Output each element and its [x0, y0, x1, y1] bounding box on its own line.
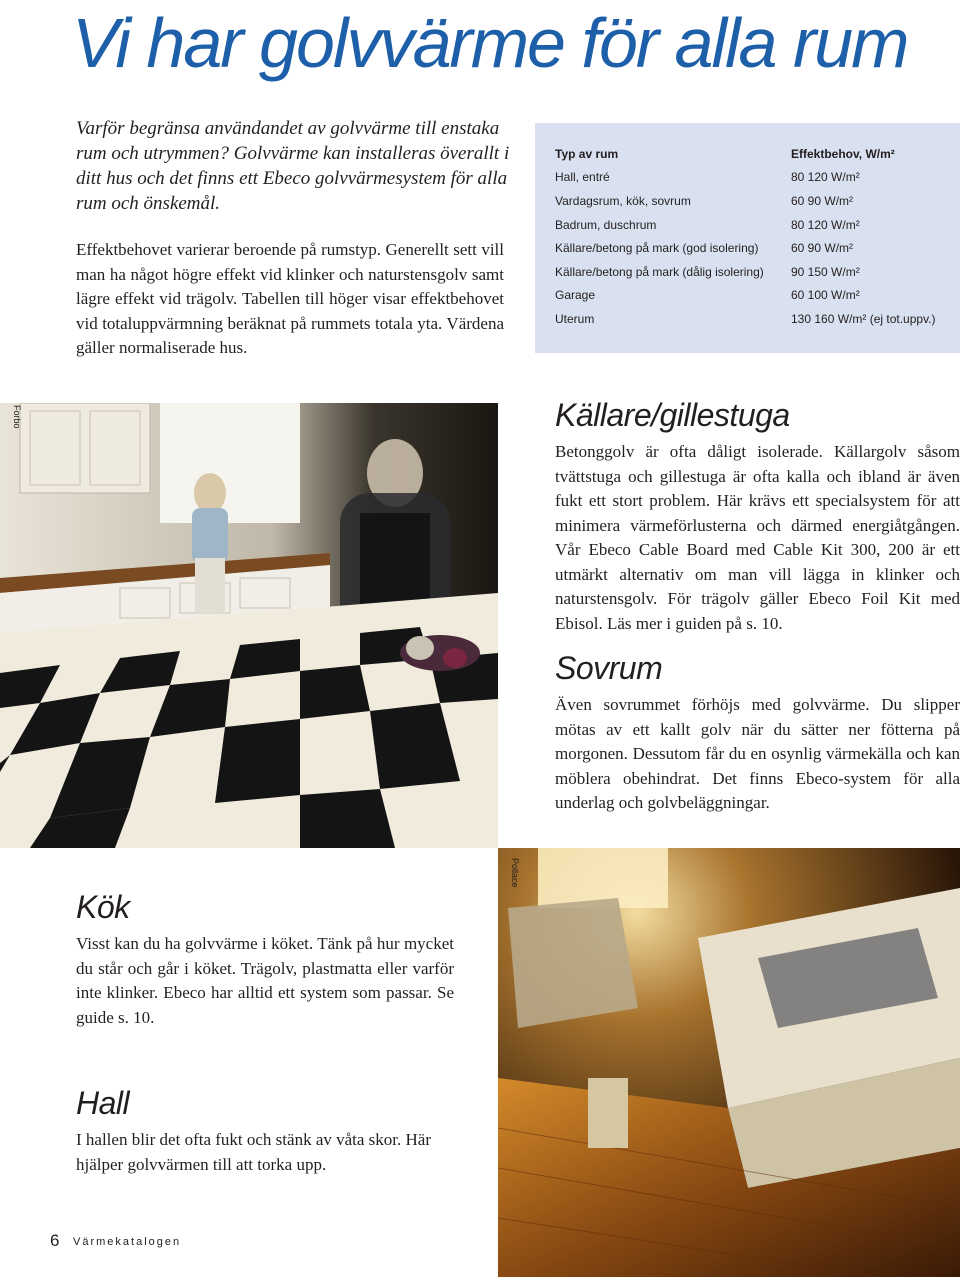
page-number: 6	[50, 1231, 60, 1250]
table-cell-room: Uterum	[555, 312, 595, 326]
table-cell-power: 60 90 W/m²	[791, 194, 854, 208]
table-cell-room: Garage	[555, 288, 596, 302]
body-text-block	[76, 238, 504, 361]
table-row	[555, 241, 955, 261]
power-requirement-table	[535, 123, 960, 353]
table-header-room: Typ av rum	[555, 147, 619, 161]
section-heading-sovrum: Sovrum	[555, 650, 663, 686]
kitchen-photo	[0, 403, 498, 848]
table-row	[555, 170, 955, 190]
bedroom-photo-illustration	[498, 848, 960, 1277]
table-cell-room: Hall, entré	[555, 170, 610, 184]
section-hall	[76, 1084, 476, 1177]
table-row	[555, 312, 955, 332]
table-cell-room: Källare/betong på mark (dålig isolering)	[555, 265, 764, 279]
table-cell-power: 90 150 W/m²	[791, 265, 860, 279]
section-heading-kok: Kök	[76, 889, 130, 925]
section-text-kallare: Betonggolv är ofta dåligt isolerade. Källargolv såsom tvättstuga och gillestuga är ofta kalla och ibland är även fukt ett stort problem. Här krävs ett specialsystem för att minimera värmeförlusterna och därmed energiåtgången. Vår Ebeco Cable Board med Cable Kit 300, 200 är ett utmärkt alternativ om man vill lägga in klinker och naturstensgolv. För trägolv gäller Ebeco Foil Kit med Ebisol. Läs mer i guiden på s. 10.	[555, 442, 960, 633]
table-row	[555, 265, 955, 285]
body-paragraph: Effektbehovet varierar beroende på rumstyp. Generellt sett vill man ha något högre effekt vid klinker och naturstensgolv samt lägre effekt vid trägolv. Tabellen till höger visar effektbehovet vid totaluppvärmning beräknat på rummets totala yta. Värdena gäller normaliserade hus.	[76, 240, 504, 357]
section-text-sovrum: Även sovrummet förhöjs med golvvärme. Du slipper mötas av ett kallt golv när du sätter ner fötterna på morgonen. Dessutom får du en osynlig värmekälla och kan möblera obehindrat. Det finns Ebeco-system för alla underlag och golvbeläggningar.	[555, 695, 960, 812]
photo-credit-pollace: Pollace	[510, 858, 520, 888]
table-cell-power: 60 90 W/m²	[791, 241, 854, 255]
table-cell-room: Vardagsrum, kök, sovrum	[555, 194, 691, 208]
kitchen-photo-illustration	[0, 403, 498, 848]
table-cell-room: Badrum, duschrum	[555, 218, 657, 232]
section-heading-kallare: Källare/gillestuga	[555, 397, 790, 433]
section-text-kok: Visst kan du ha golvvärme i köket. Tänk på hur mycket du står och går i köket. Trägolv, plastmatta eller varför inte klinker. Ebeco har alltid ett system som passar. Se guide s. 10.	[76, 934, 454, 1027]
page-title: Vi har golvvärme för alla rum	[72, 4, 908, 82]
table-cell-power: 80 120 W/m²	[791, 170, 860, 184]
table-cell-power: 80 120 W/m²	[791, 218, 860, 232]
table-cell-power: 60 100 W/m²	[791, 288, 860, 302]
photo-credit-forbo: Forbo	[12, 405, 22, 429]
table-header-power: Effektbehov, W/m²	[791, 147, 895, 161]
catalog-name: Värmekatalogen	[73, 1236, 182, 1248]
section-kallare	[555, 396, 960, 636]
table-cell-power: 130 160 W/m² (ej tot.uppv.)	[791, 312, 936, 326]
bedroom-photo	[498, 848, 960, 1277]
section-sovrum	[555, 649, 960, 816]
section-text-hall: I hallen blir det ofta fukt och stänk av våta skor. Här hjälper golvvärmen till att torka upp.	[76, 1130, 431, 1174]
section-kok	[76, 888, 454, 1030]
table-row	[555, 194, 955, 214]
section-heading-hall: Hall	[76, 1085, 130, 1121]
table-cell-room: Källare/betong på mark (god isolering)	[555, 241, 759, 255]
intro-text: Varför begränsa användandet av golvvärme till enstaka rum och utrymmen? Golvvärme kan installeras överallt i ditt hus och det finns ett Ebeco golvvärmesystem för alla rum och önskemål.	[76, 118, 510, 214]
table-row	[555, 288, 955, 308]
table-header-row	[555, 147, 955, 167]
table-row	[555, 218, 955, 238]
